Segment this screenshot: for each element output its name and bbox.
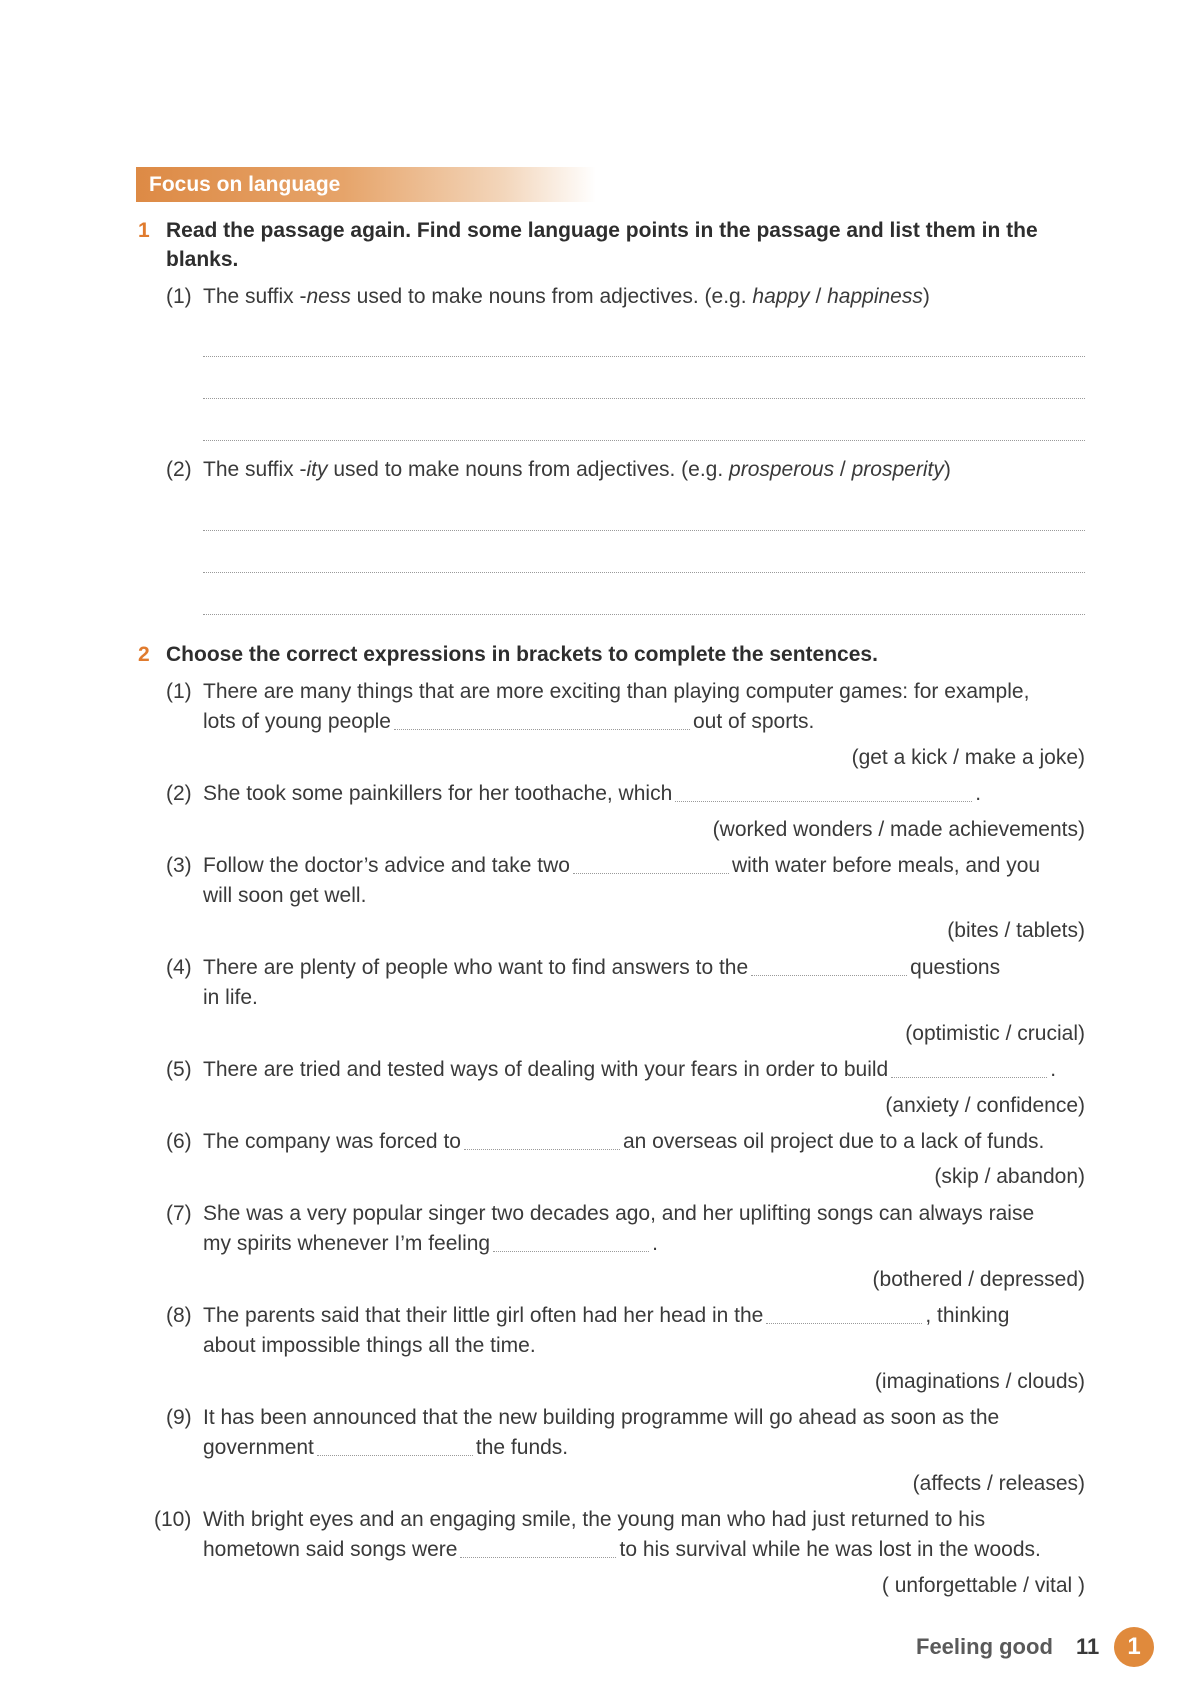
options: (get a kick / make a joke) [851,746,1085,769]
options: (optimistic / crucial) [905,1022,1085,1045]
question-instruction: Read the passage again. Find some language points in the passage and list them in the blanks. [166,219,1038,271]
options: (affects / releases) [912,1472,1085,1495]
options: (anxiety / confidence) [885,1094,1085,1117]
item-text: The company was forced to an overseas oil project due to a lack of funds. [203,1127,1044,1156]
item-text: The suffix -ness used to make nouns from adjectives. (e.g. happy / happiness) [203,285,930,308]
question-instruction: Choose the correct expressions in brackets to complete the sentences. [166,643,878,666]
item-text: The suffix -ity used to make nouns from adjectives. (e.g. prosperous / prosperity) [203,458,951,481]
answer-blank[interactable] [394,707,690,730]
item-text: will soon get well. [203,884,367,907]
answer-line[interactable] [203,572,1085,573]
item-number: (8) [166,1304,192,1327]
item-text: about impossible things all the time. [203,1334,536,1357]
question-number: 2 [138,643,150,666]
item-number: (2) [166,782,192,805]
item-number: (9) [166,1406,192,1429]
answer-line[interactable] [203,614,1085,615]
answer-blank[interactable] [891,1055,1047,1078]
item-text: There are tried and tested ways of dealing with your fears in order to build . [203,1055,1056,1084]
item-number: (7) [166,1202,192,1225]
answer-blank[interactable] [493,1229,649,1252]
options: (bothered / depressed) [872,1268,1085,1291]
item-number: (6) [166,1130,192,1153]
item-text: lots of young people out of sports. [203,707,814,736]
item-text: my spirits whenever I’m feeling . [203,1229,658,1258]
options: (imaginations / clouds) [874,1370,1085,1393]
item-number: (1) [166,285,192,308]
question-number: 1 [138,219,150,242]
item-number: (10) [154,1508,192,1531]
item-text: in life. [203,986,258,1009]
item-text: The parents said that their little girl often had her head in the , thinking [203,1301,1009,1330]
item-text: With bright eyes and an engaging smile, the young man who had just returned to his [203,1508,986,1531]
answer-blank[interactable] [751,953,907,976]
item-number: (4) [166,956,192,979]
item-number: (5) [166,1058,192,1081]
options: ( unforgettable / vital ) [881,1574,1085,1597]
options: (skip / abandon) [934,1165,1085,1188]
options: (bites / tablets) [947,919,1085,942]
item-text: There are many things that are more exciting than playing computer games: for example, [203,680,1030,703]
answer-blank[interactable] [464,1127,620,1150]
answer-line[interactable] [203,398,1085,399]
page-number: 11 [1076,1634,1100,1659]
chapter-title: Feeling good [916,1634,1053,1659]
item-text: She was a very popular singer two decades ago, and her uplifting songs can always raise [203,1202,1035,1225]
item-text: She took some painkillers for her toothache, which . [203,779,981,808]
item-text: government the funds. [203,1433,568,1462]
item-text: Follow the doctor’s advice and take two with water before meals, and you [203,851,1040,880]
answer-blank[interactable] [460,1535,616,1558]
answer-line[interactable] [203,440,1085,441]
answer-line[interactable] [203,530,1085,531]
answer-blank[interactable] [317,1433,473,1456]
item-number: (2) [166,458,192,481]
item-text: hometown said songs were to his survival while he was lost in the woods. [203,1535,1041,1564]
options: (worked wonders / made achievements) [712,818,1085,841]
item-number: (3) [166,854,192,877]
item-number: (1) [166,680,192,703]
answer-blank[interactable] [766,1301,922,1324]
section-banner: Focus on language [136,167,596,202]
item-text: There are plenty of people who want to find answers to the questions [203,953,1000,982]
answer-line[interactable] [203,356,1085,357]
answer-blank[interactable] [573,851,729,874]
unit-badge: 1 [1114,1627,1154,1667]
item-text: It has been announced that the new building programme will go ahead as soon as the [203,1406,1000,1429]
answer-blank[interactable] [675,779,972,802]
